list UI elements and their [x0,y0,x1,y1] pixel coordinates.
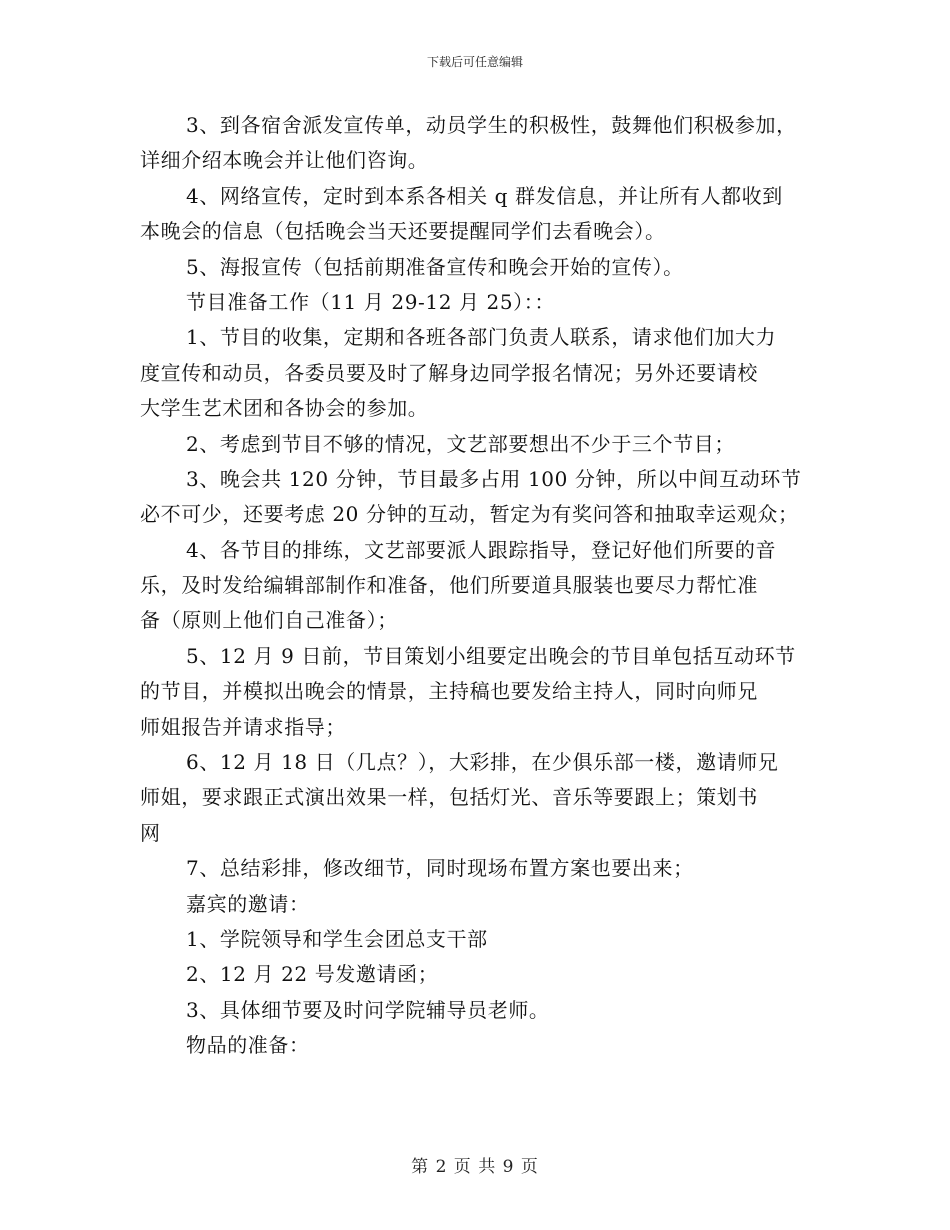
document-body [140,108,820,1064]
paragraph-line: 1、节目的收集，定期和各班各部门负责人联系，请求他们加大力 [186,325,777,350]
paragraph-line: 网 [140,820,161,845]
paragraph-line: 详细介绍本晚会并让他们咨询。 [140,148,429,173]
paragraph-line: 度宣传和动员，各委员要及时了解身边同学报名情况；另外还要请校 [140,360,758,385]
paragraph-line: 7、总结彩排，修改细节，同时现场布置方案也要出来； [186,856,694,881]
paragraph-line: 大学生艺术团和各协会的参加。 [140,396,429,421]
paragraph-line: 乐，及时发给编辑部制作和准备，他们所要道具服装也要尽力帮忙准 [140,573,758,598]
paragraph-line: 4、各节目的排练，文艺部要派人跟踪指导，登记好他们所要的音 [186,537,777,562]
paragraph-line: 1、学院领导和学生会团总支干部 [186,926,488,951]
paragraph-line: 4、网络宣传，定时到本系各相关 q 群发信息，并让所有人都收到 [186,183,783,208]
section-heading: 物品的准备： [186,1033,310,1058]
paragraph-line: 3、具体细节要及时问学院辅导员老师。 [186,997,550,1022]
paragraph-line: 3、到各宿舍派发宣传单，动员学生的积极性，鼓舞他们积极参加， [186,113,797,137]
paragraph-line: 2、考虑到节目不够的情况，文艺部要想出不少于三个节目； [186,431,735,456]
page-number-footer: 第 2 页 共 9 页 [411,1157,539,1177]
section-heading: 节目准备工作（11 月 29-12 月 25）：： [186,289,555,314]
paragraph-line: 必不可少，还要考虑 20 分钟的互动，暂定为有奖问答和抽取幸运观众； [140,502,799,527]
paragraph-line: 6、12 月 18 日（几点？），大彩排，在少俱乐部一楼，邀请师兄 [186,750,779,775]
page-header: 下载后可任意编辑 [426,55,523,69]
paragraph-line: 本晚会的信息（包括晚会当天还要提醒同学们去看晚会）。 [140,219,666,244]
paragraph-line: 2、12 月 22 号发邀请函； [186,962,439,987]
paragraph-line: 师姐报告并请求指导； [140,714,346,739]
section-heading: 嘉宾的邀请： [186,891,310,916]
paragraph-line: 3、晚会共 120 分钟，节目最多占用 100 分钟，所以中间互动环节 [186,466,802,491]
paragraph-line: 师姐，要求跟正式演出效果一样，包括灯光、音乐等要跟上；策划书 [140,785,758,810]
paragraph-line: 的节目，并模拟出晚会的情景，主持稿也要发给主持人，同时向师兄 [140,679,758,704]
paragraph-line: 5、海报宣传（包括前期准备宣传和晚会开始的宣传）。 [186,254,684,279]
paragraph-line: 5、12 月 9 日前，节目策划小组要定出晚会的节目单包括互动环节 [186,643,796,668]
paragraph-line: 备（原则上他们自己准备）； [140,608,398,633]
